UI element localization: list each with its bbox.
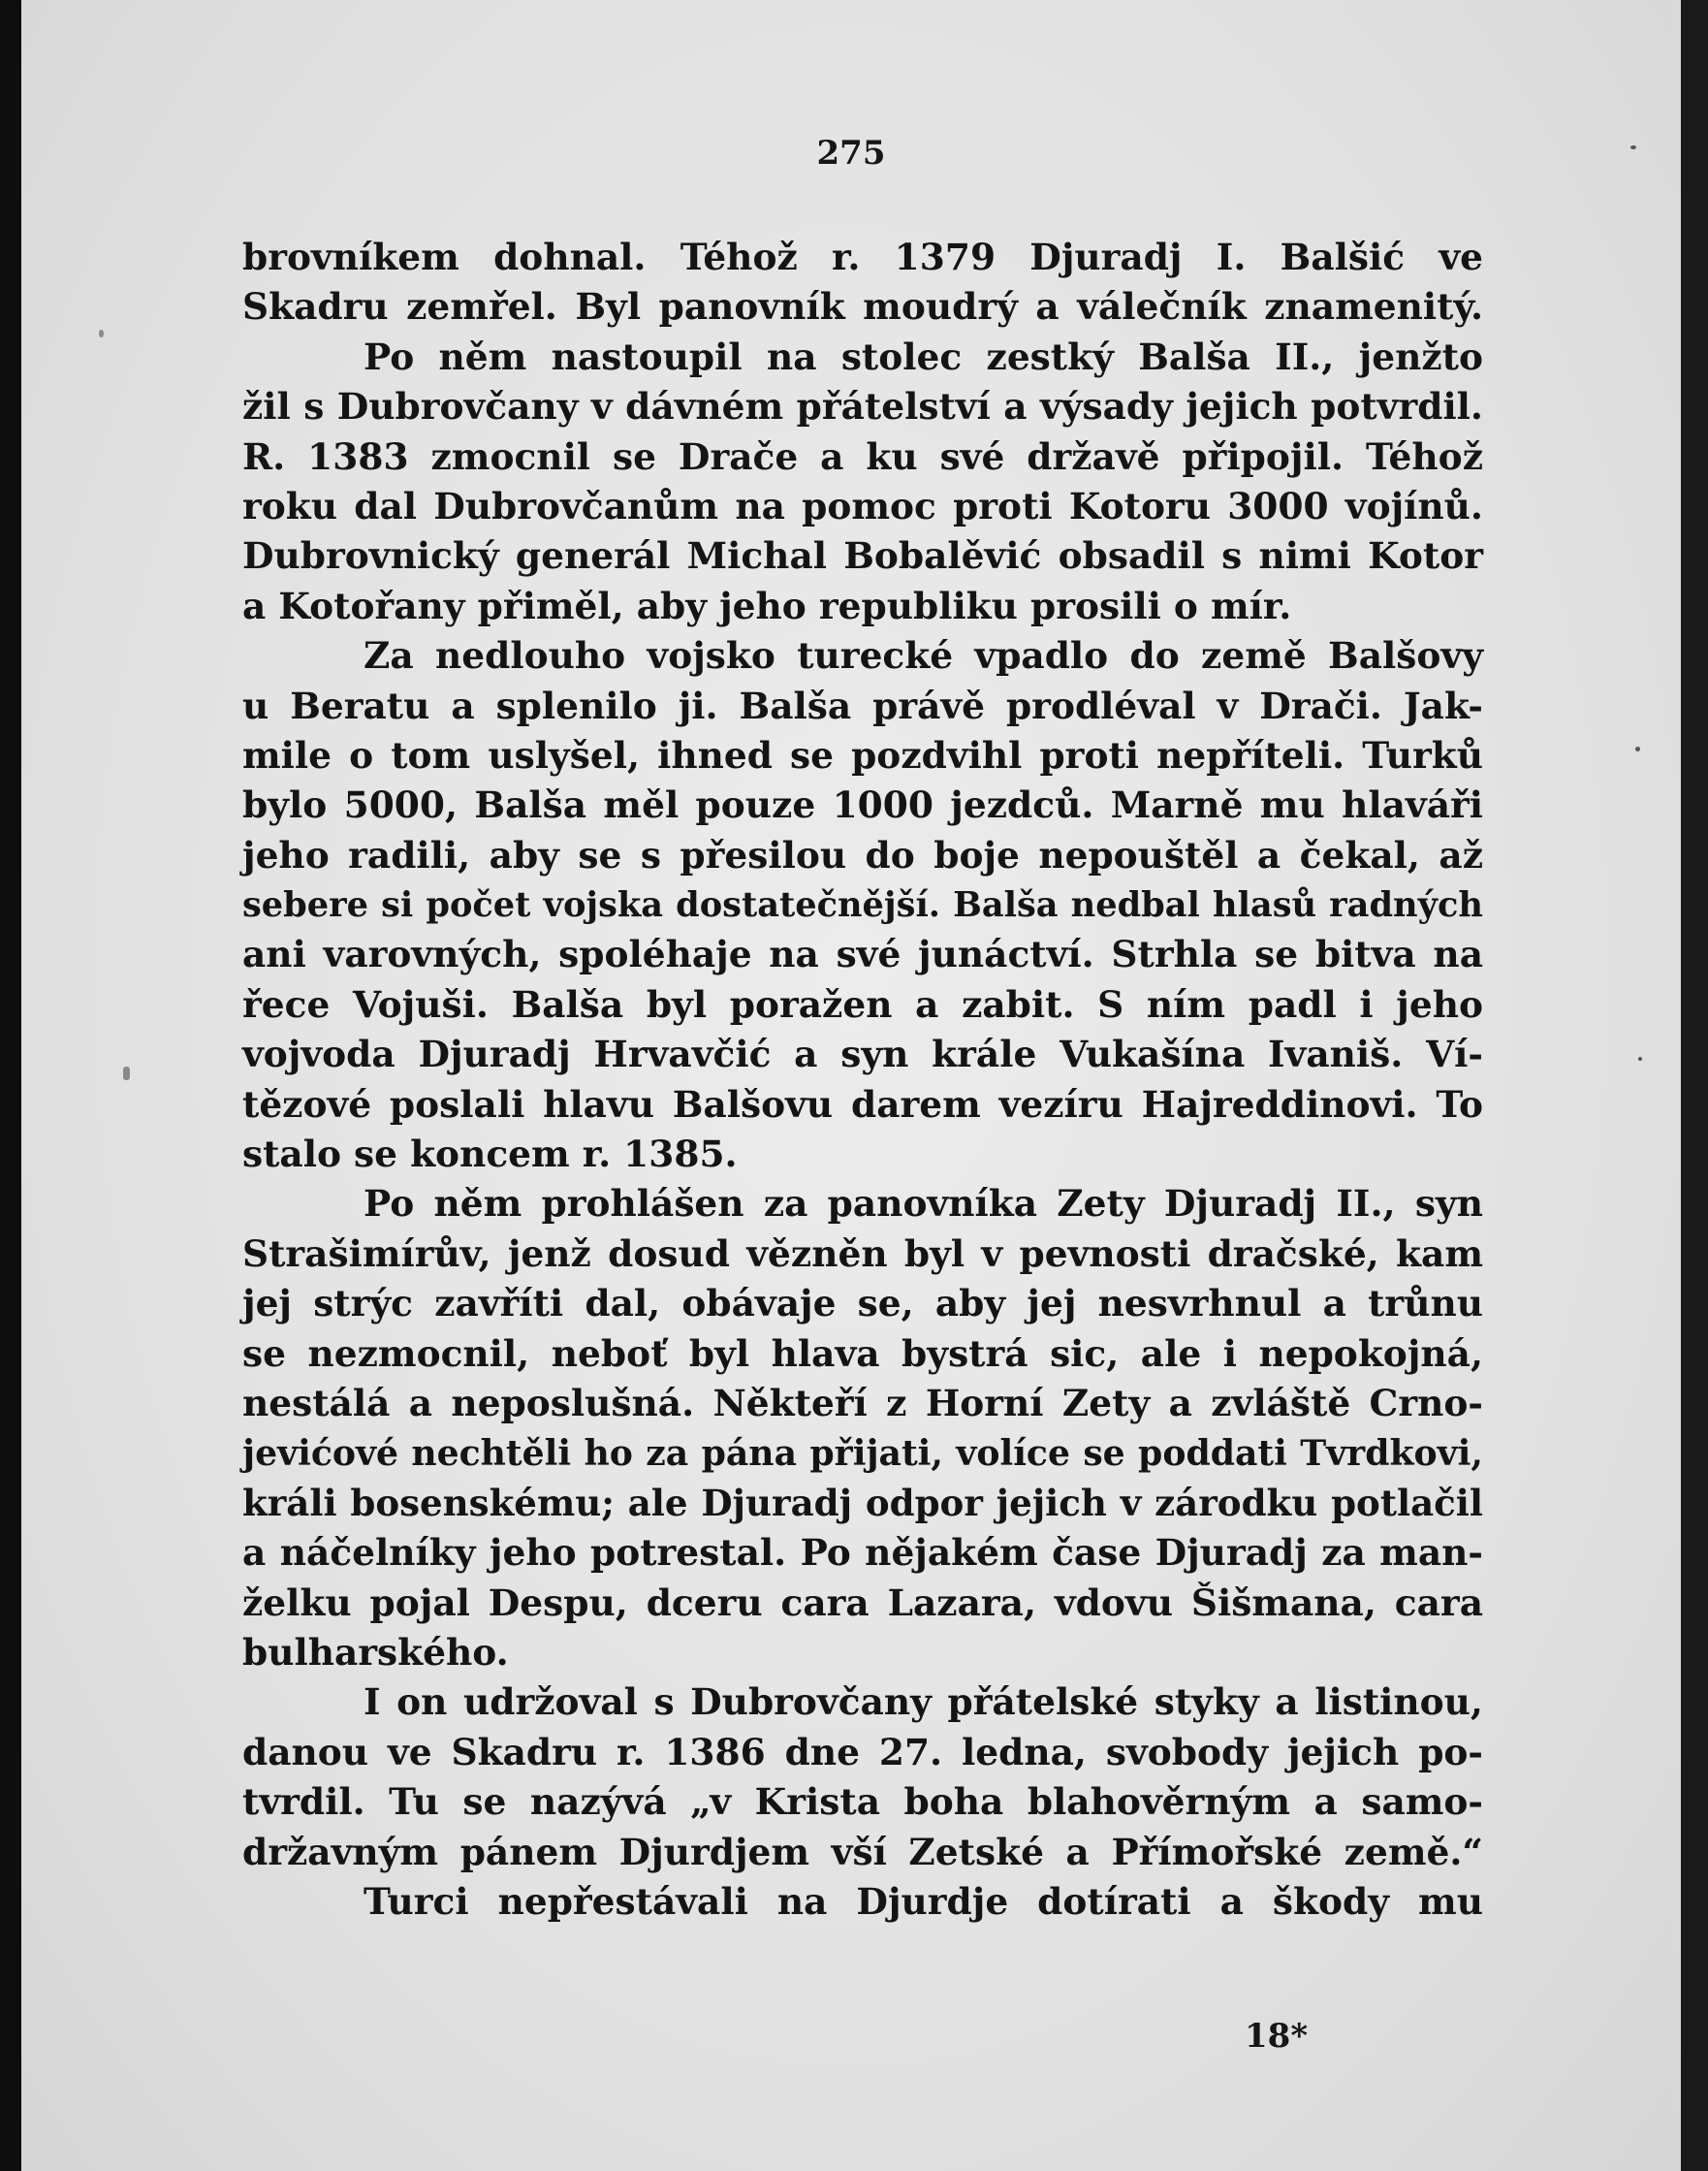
text-line: se nezmocnil, neboť byl hlava bystrá sic, ale i nepokojná, [242,1331,1483,1375]
text-line: Za nedlouho vojsko turecké vpadlo do země Balšovy [364,634,1483,678]
text-line: bulharského. [242,1630,509,1674]
paper-speck [99,330,104,337]
paper-speck [123,1067,130,1080]
text-line: Po něm nastoupil na stolec zestký Balša II., jenžto [364,335,1483,378]
text-line: R. 1383 zmocnil se Drače a ku své državě připojil. Téhož [242,434,1483,478]
paper-speck [1638,1057,1642,1061]
text-line: državným pánem Djurdjem vší Zetské a Přímořské země.“ [242,1830,1483,1873]
text-line: Turci nepřestávali na Djurdje dotírati a škody mu [364,1879,1483,1923]
paper-speck [1630,145,1636,149]
text-line: řece Vojuši. Balša byl poražen a zabit. S ním padl i jeho [242,982,1483,1026]
text-line: I on udržoval s Dubrovčany přátelské styky a listinou, [364,1680,1483,1724]
text-line: tězové poslali hlavu Balšovu darem vezíru Hajreddinovi. To [242,1082,1483,1126]
printer-signature: 18* [1245,2017,1309,2056]
text-line: jevićové nechtěli ho za pána přijati, volíce se poddati Tvrdkovi, [242,1432,1483,1475]
text-line: roku dal Dubrovčanům na pomoc proti Kotoru 3000 vojínů. [242,484,1483,527]
body-text [242,233,1483,1927]
text-line: a náčelníky jeho potrestal. Po nějakém čase Djuradj za man- [242,1531,1483,1575]
text-line: vojvoda Djuradj Hrvavčić a syn krále Vukašína Ivaniš. Ví- [242,1033,1483,1076]
text-line: králi bosenskému; ale Djuradj odpor jejich v zárodku potlačil [242,1481,1483,1524]
text-line: stalo se koncem r. 1385. [242,1133,738,1176]
text-line: Strašimírův, jenž dosud vězněn byl v pevnosti dračské, kam [242,1231,1483,1275]
text-line: tvrdil. Tu se nazývá „v Krista boha blahověrným a samo- [242,1780,1483,1824]
paper-speck [1635,747,1640,751]
book-page [21,0,1681,2171]
text-line: Skadru zemřel. Byl panovník moudrý a válečník znamenitý. [242,285,1483,329]
text-line: Dubrovnický generál Michal Bobalěvić obsadil s nimi Kotor [242,534,1483,578]
text-line: sebere si počet vojska dostatečnější. Balša nedbal hlasů radných [242,885,1483,926]
text-line: nestálá a neposlušná. Někteří z Horní Zety a zvláště Crno- [242,1381,1483,1424]
text-line: Po něm prohlášen za panovníka Zety Djuradj II., syn [364,1182,1483,1226]
text-line: mile o tom uslyšel, ihned se pozdvihl proti nepříteli. Turků [242,733,1483,777]
page-number: 275 [816,134,886,173]
text-line: želku pojal Despu, dceru cara Lazara, vdovu Šišmana, cara [242,1580,1483,1624]
text-line: jej strýc zavříti dal, obávaje se, aby jej nesvrhnul a trůnu [242,1282,1483,1325]
text-line: brovníkem dohnal. Téhož r. 1379 Djuradj I. Balšić ve [242,236,1483,278]
text-line: danou ve Skadru r. 1386 dne 27. ledna, svobody jejich po- [242,1730,1483,1773]
text-line: jeho radili, aby se s přesilou do boje nepouštěl a čekal, až [242,833,1483,877]
text-line: žil s Dubrovčany v dávném přátelství a výsady jejich potvrdil. [242,385,1483,429]
text-line: ani varovných, spoléhaje na své junáctví. Strhla se bitva na [242,933,1483,976]
scan-edge [1681,0,1708,2171]
text-line: u Beratu a splenilo ji. Balša právě prodléval v Drači. Jak- [242,684,1483,727]
text-line: bylo 5000, Balša měl pouze 1000 jezdců. Marně mu hlaváři [242,783,1483,827]
text-line: a Kotořany přiměl, aby jeho republiku prosili o mír. [242,584,1292,627]
